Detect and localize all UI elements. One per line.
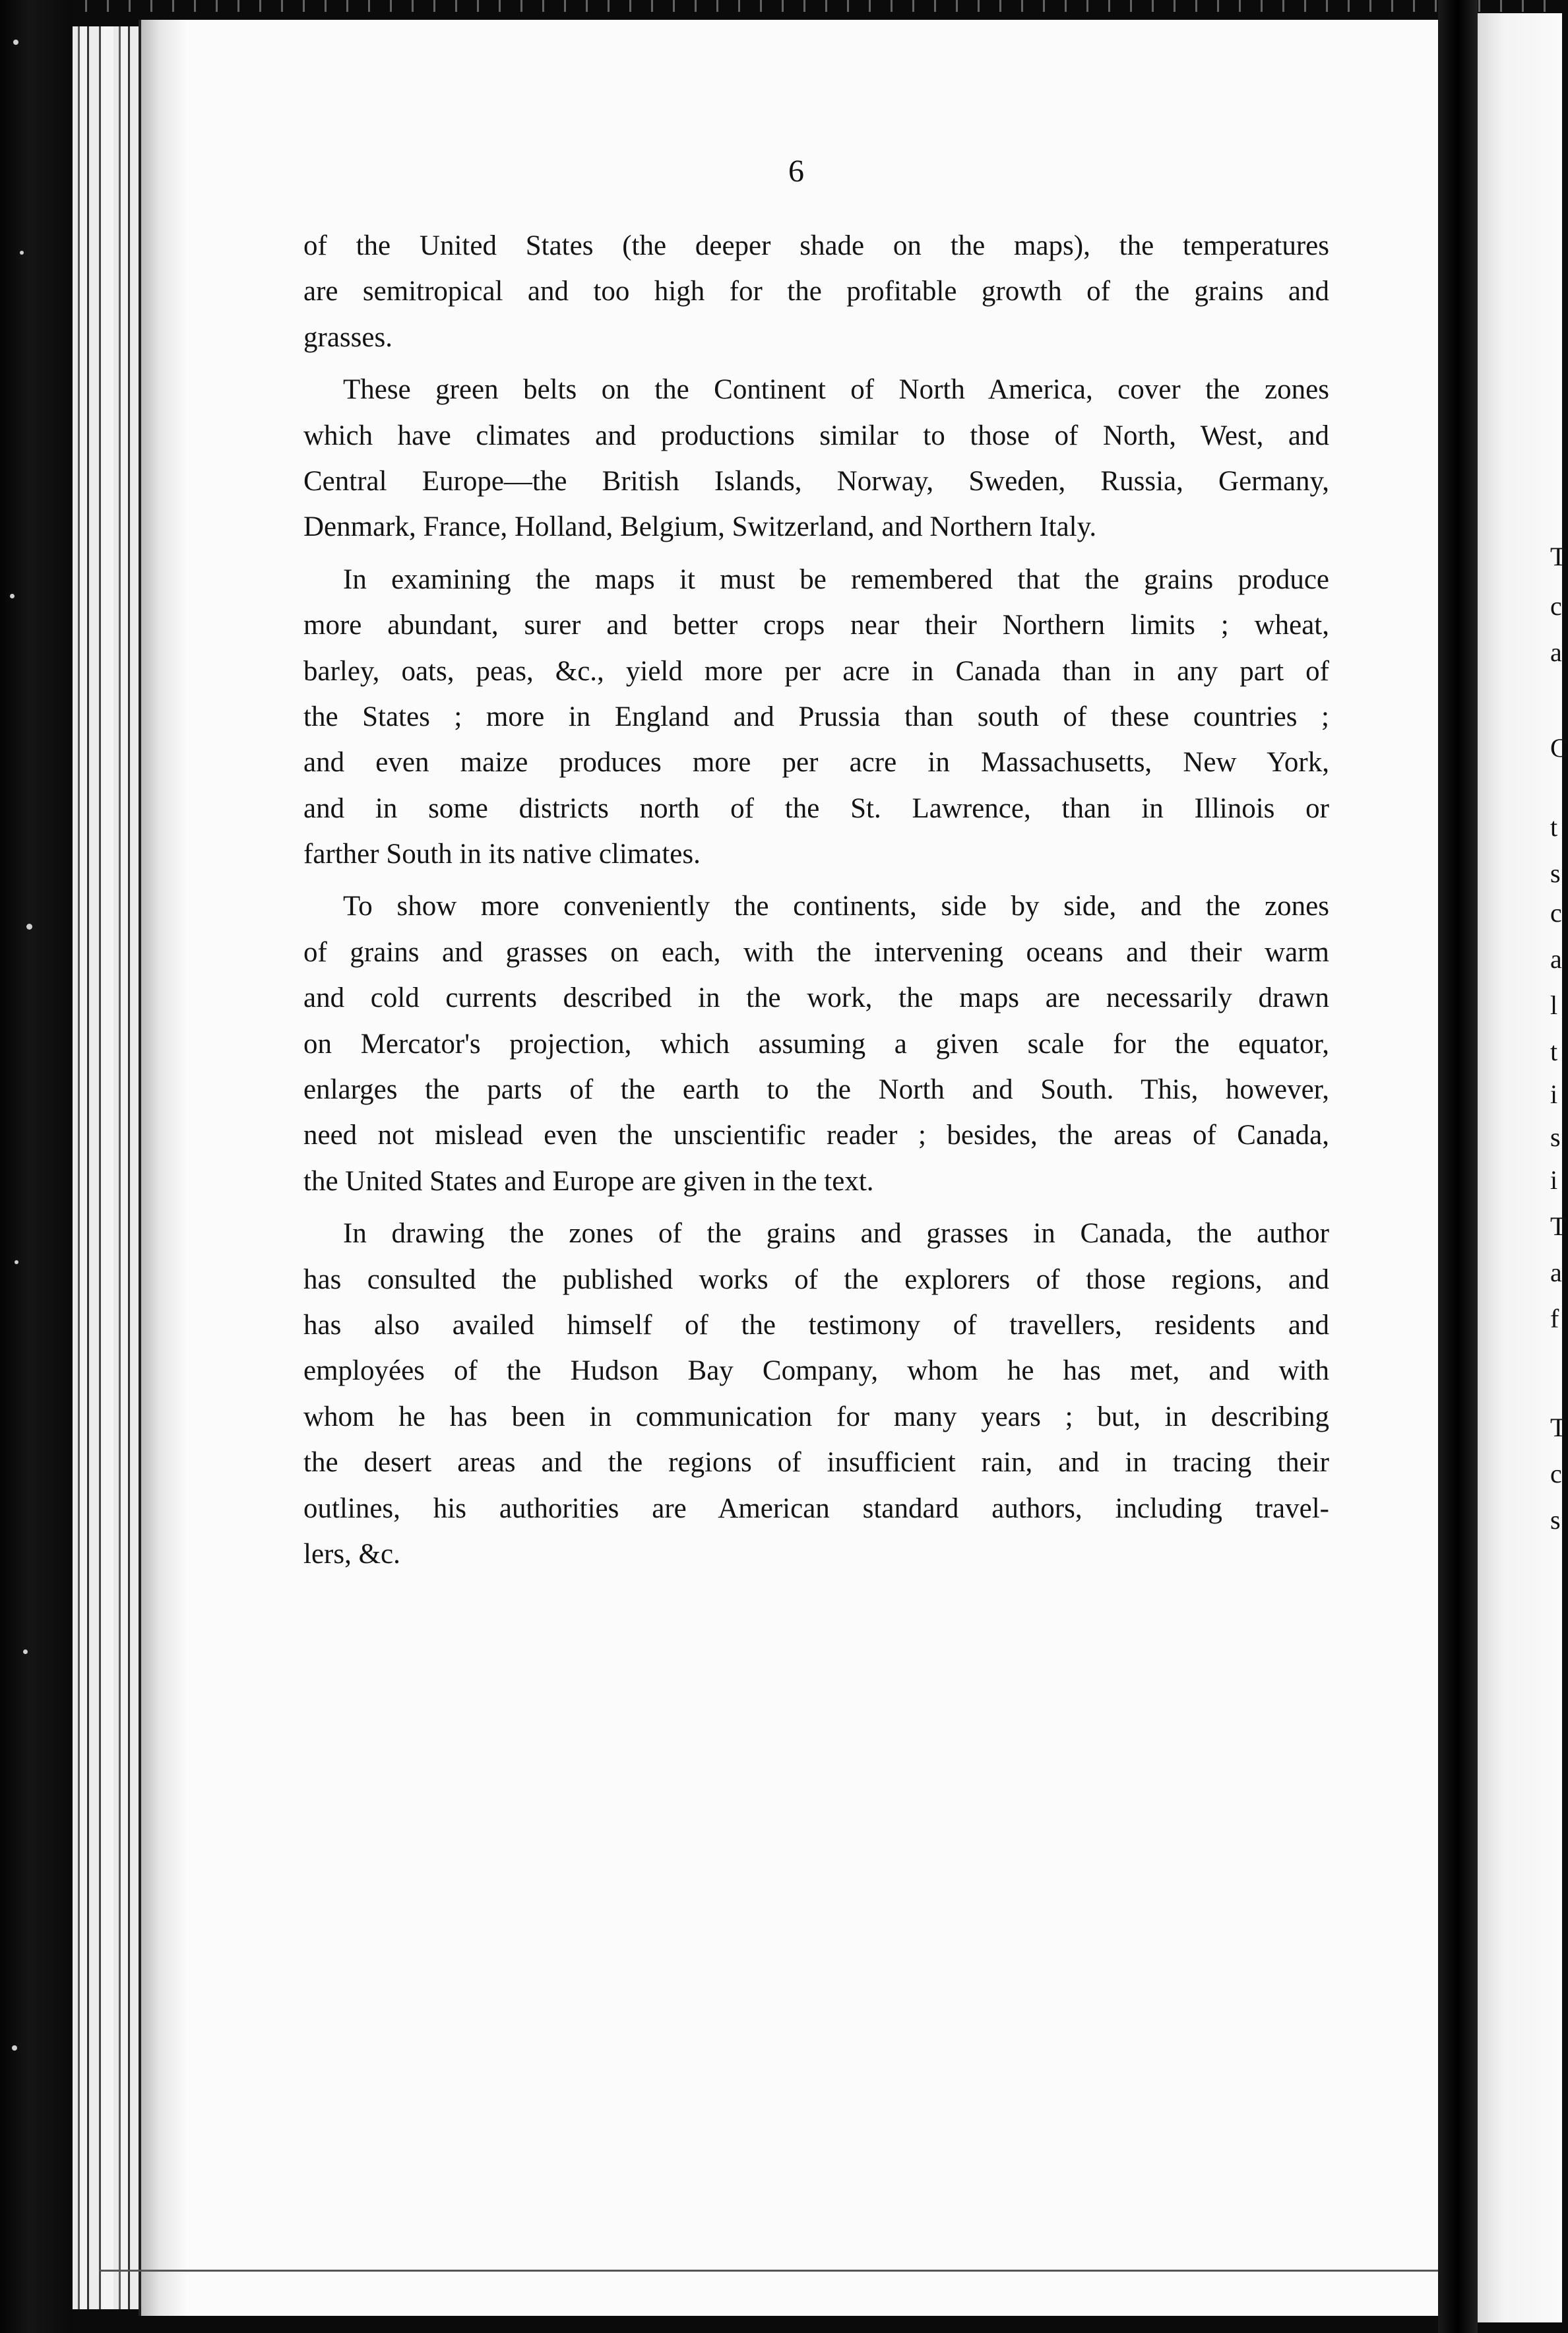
facing-letter: s <box>1550 1122 1561 1152</box>
facing-letter: t <box>1550 1037 1558 1066</box>
paragraph-1 <box>303 223 1329 360</box>
text-line: whom he has been in communication for many years ; but, in describing <box>303 1401 1329 1432</box>
left-binding-edge <box>0 0 73 2333</box>
text-line: farther South in its native climates. <box>303 839 701 870</box>
facing-letter: l <box>1550 990 1558 1020</box>
dust-speck <box>26 924 32 930</box>
text-line: are semitropical and too high for the profitable growth of the grains and <box>303 276 1329 307</box>
text-line: In examining the maps it must be remembered that the grains produce <box>343 563 1329 595</box>
facing-letter: a <box>1550 1258 1562 1287</box>
text-line: has also availed himself of the testimony of travellers, residents and <box>303 1309 1329 1341</box>
facing-letter: i <box>1550 1165 1558 1195</box>
text-line: grasses. <box>303 321 392 353</box>
text-line: of grains and grasses on each, with the intervening oceans and their warm <box>303 936 1329 968</box>
text-line: of the United States (the deeper shade on the maps), the temperatures <box>303 230 1329 261</box>
facing-letter: a <box>1550 637 1562 667</box>
facing-letter: c <box>1550 1459 1562 1488</box>
text-line: employées of the Hudson Bay Company, whom he has met, and with <box>303 1355 1329 1387</box>
facing-letter: f <box>1550 1304 1559 1333</box>
paragraph-3 <box>303 557 1329 878</box>
page-gutter-shadow <box>141 20 187 2316</box>
text-line: barley, oats, peas, &c., yield more per acre in Canada than in any part of <box>303 655 1329 687</box>
paragraph-4 <box>303 883 1329 1204</box>
page-number: 6 <box>788 154 804 189</box>
dust-speck <box>23 1649 28 1654</box>
facing-letter: T <box>1550 1211 1567 1241</box>
text-line: more abundant, surer and better crops near their Northern limits ; wheat, <box>303 610 1329 641</box>
facing-letter: s <box>1550 1505 1561 1535</box>
text-line: on Mercator's projection, which assuming a given scale for the equator, <box>303 1028 1329 1060</box>
text-line: lers, &c. <box>303 1538 400 1570</box>
text-line: enlarges the parts of the earth to the North and South. This, however, <box>303 1074 1329 1106</box>
text-line: the States ; more in England and Prussia than south of these countries ; <box>303 701 1329 732</box>
dust-speck <box>10 594 15 598</box>
paragraph-2 <box>303 367 1329 550</box>
facing-letter: s <box>1550 858 1561 888</box>
text-line: and even maize produces more per acre in Massachusetts, New York, <box>303 747 1329 779</box>
right-gutter <box>1438 0 1478 2333</box>
text-line: need not mislead even the unscientific reader ; besides, the areas of Canada, <box>303 1120 1329 1151</box>
dust-speck <box>13 40 18 45</box>
text-line: and cold currents described in the work, the maps are necessarily drawn <box>303 982 1329 1014</box>
text-line: has consulted the published works of the explorers of those regions, and <box>303 1263 1329 1295</box>
facing-letter: T <box>1550 1413 1567 1442</box>
facing-letter: i <box>1550 1079 1558 1109</box>
facing-letter: C <box>1550 733 1568 763</box>
dust-speck <box>15 1260 18 1264</box>
facing-letter: c <box>1550 898 1562 928</box>
paragraph-5 <box>303 1211 1329 1577</box>
facing-page-edge <box>1478 13 1562 2322</box>
text-line: which have climates and productions similar to those of North, West, and <box>303 420 1329 451</box>
facing-letter: c <box>1550 591 1562 621</box>
dust-speck <box>20 251 24 255</box>
dust-speck <box>12 2045 17 2051</box>
text-line: In drawing the zones of the grains and grasses in Canada, the author <box>343 1218 1329 1250</box>
text-line: the desert areas and the regions of insufficient rain, and in tracing their <box>303 1447 1329 1479</box>
facing-letter: T <box>1550 542 1567 571</box>
text-line: outlines, his authorities are American standard authors, including travel- <box>303 1492 1329 1524</box>
text-line: To show more conveniently the continents, side by side, and the zones <box>343 891 1329 922</box>
top-edge-noise <box>0 0 1562 12</box>
text-line: Central Europe—the British Islands, Norway, Sweden, Russia, Germany, <box>303 465 1329 497</box>
text-line: the United States and Europe are given in the text. <box>303 1165 874 1197</box>
text-line: and in some districts north of the St. Lawrence, than in Illinois or <box>303 792 1329 824</box>
facing-letter: t <box>1550 812 1558 842</box>
body-text <box>303 223 1329 1583</box>
facing-letter: a <box>1550 944 1562 974</box>
text-line: Denmark, France, Holland, Belgium, Switzerland, and Northern Italy. <box>303 511 1097 543</box>
text-line: These green belts on the Continent of North America, cover the zones <box>343 374 1329 406</box>
bottom-page-edge <box>99 2270 1438 2272</box>
